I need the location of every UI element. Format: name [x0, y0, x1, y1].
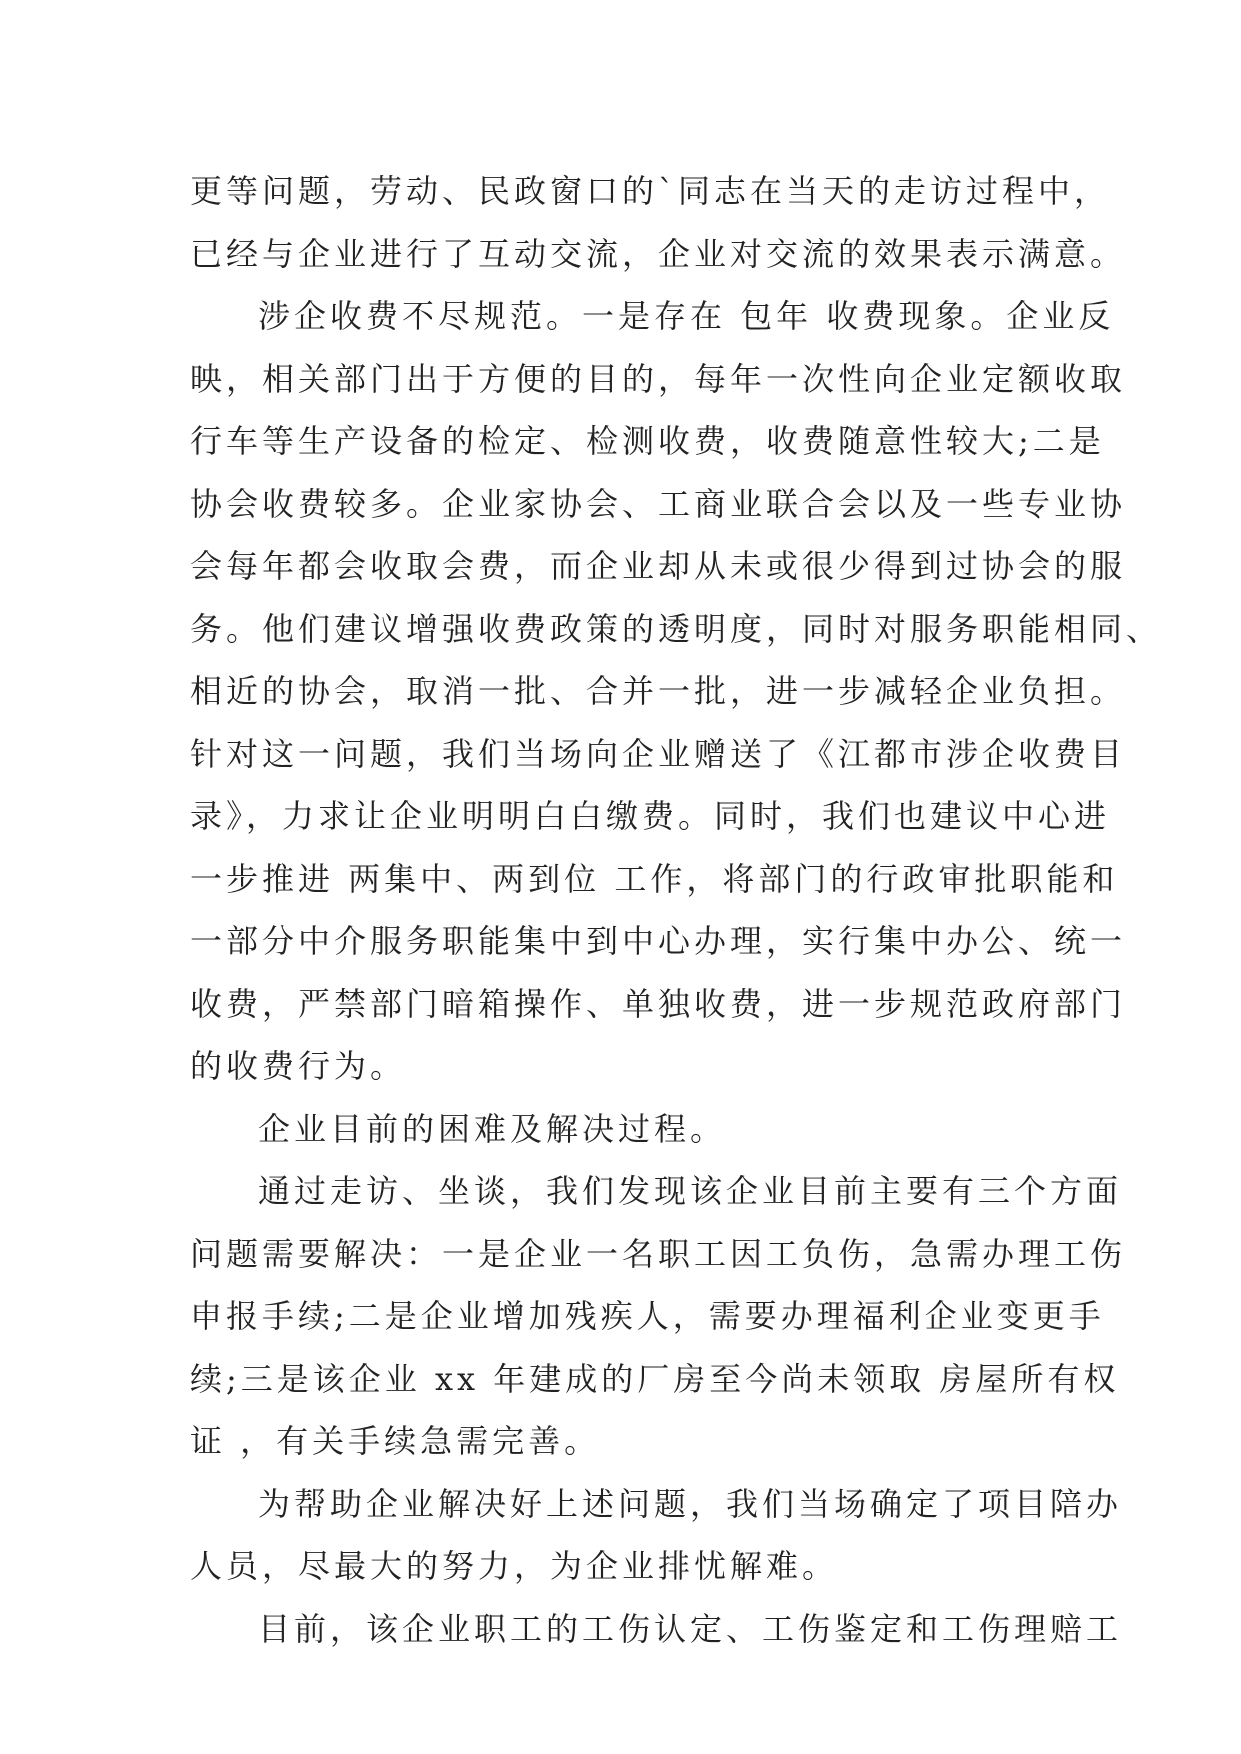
text-line: 已经与企业进行了互动交流，企业对交流的效果表示满意。 — [190, 234, 1127, 273]
text-line: 问题需要解决：一是企业一名职工因工负伤，急需办理工伤 — [190, 1234, 1127, 1273]
text-line: 人员，尽最大的努力，为企业排忧解难。 — [190, 1547, 839, 1585]
text-line: 一部分中介服务职能集中到中心办理，实行集中办公、统一 — [190, 922, 1127, 960]
text-line: 涉企收费不尽规范。一是存在 包年 收费现象。企业反 — [258, 297, 1115, 335]
text-line: 为帮助企业解决好上述问题，我们当场确定了项目陪办 — [258, 1484, 1123, 1523]
text-line: 目前，该企业职工的工伤认定、工伤鉴定和工伤理赔工 — [258, 1609, 1123, 1648]
text-line: 协会收费较多。企业家协会、工商业联合会以及一些专业协 — [190, 484, 1127, 523]
text-line: 收费，严禁部门暗箱操作、单独收费，进一步规范政府部门 — [190, 984, 1127, 1023]
text-line: 务。他们建议增强收费政策的透明度，同时对服务职能相同、 — [190, 609, 1163, 648]
body-text — [190, 160, 1163, 1660]
text-line: 会每年都会收取会费，而企业却从未或很少得到过协会的服 — [190, 547, 1127, 585]
text-line: 映，相关部门出于方便的目的，每年一次性向企业定额收取 — [190, 359, 1127, 398]
text-line: 企业目前的困难及解决过程。 — [258, 1109, 727, 1148]
text-line: 续;三是该企业 xx 年建成的厂房至今尚未领取 房屋所有权 — [190, 1359, 1120, 1398]
text-line: 一步推进 两集中、两到位 工作，将部门的行政审批职能和 — [190, 859, 1119, 898]
text-line: 相近的协会，取消一批、合并一批，进一步减轻企业负担。 — [190, 672, 1127, 710]
text-line: 更等问题，劳动、民政窗口的`同志在当天的走访过程中， — [190, 172, 1111, 210]
text-line: 录》，力求让企业明明白白缴费。同时，我们也建议中心进 — [190, 797, 1111, 835]
text-line: 申报手续;二是企业增加残疾人，需要办理福利企业变更手 — [190, 1297, 1105, 1335]
text-line: 的收费行为。 — [190, 1047, 407, 1085]
text-line: 证 ，有关手续急需完善。 — [190, 1422, 601, 1460]
text-line: 通过走访、坐谈，我们发现该企业目前主要有三个方面 — [258, 1172, 1123, 1210]
text-line: 行车等生产设备的检定、检测收费，收费随意性较大;二是 — [190, 422, 1105, 460]
text-line: 针对这一问题，我们当场向企业赠送了《江都市涉企收费目 — [190, 734, 1127, 773]
